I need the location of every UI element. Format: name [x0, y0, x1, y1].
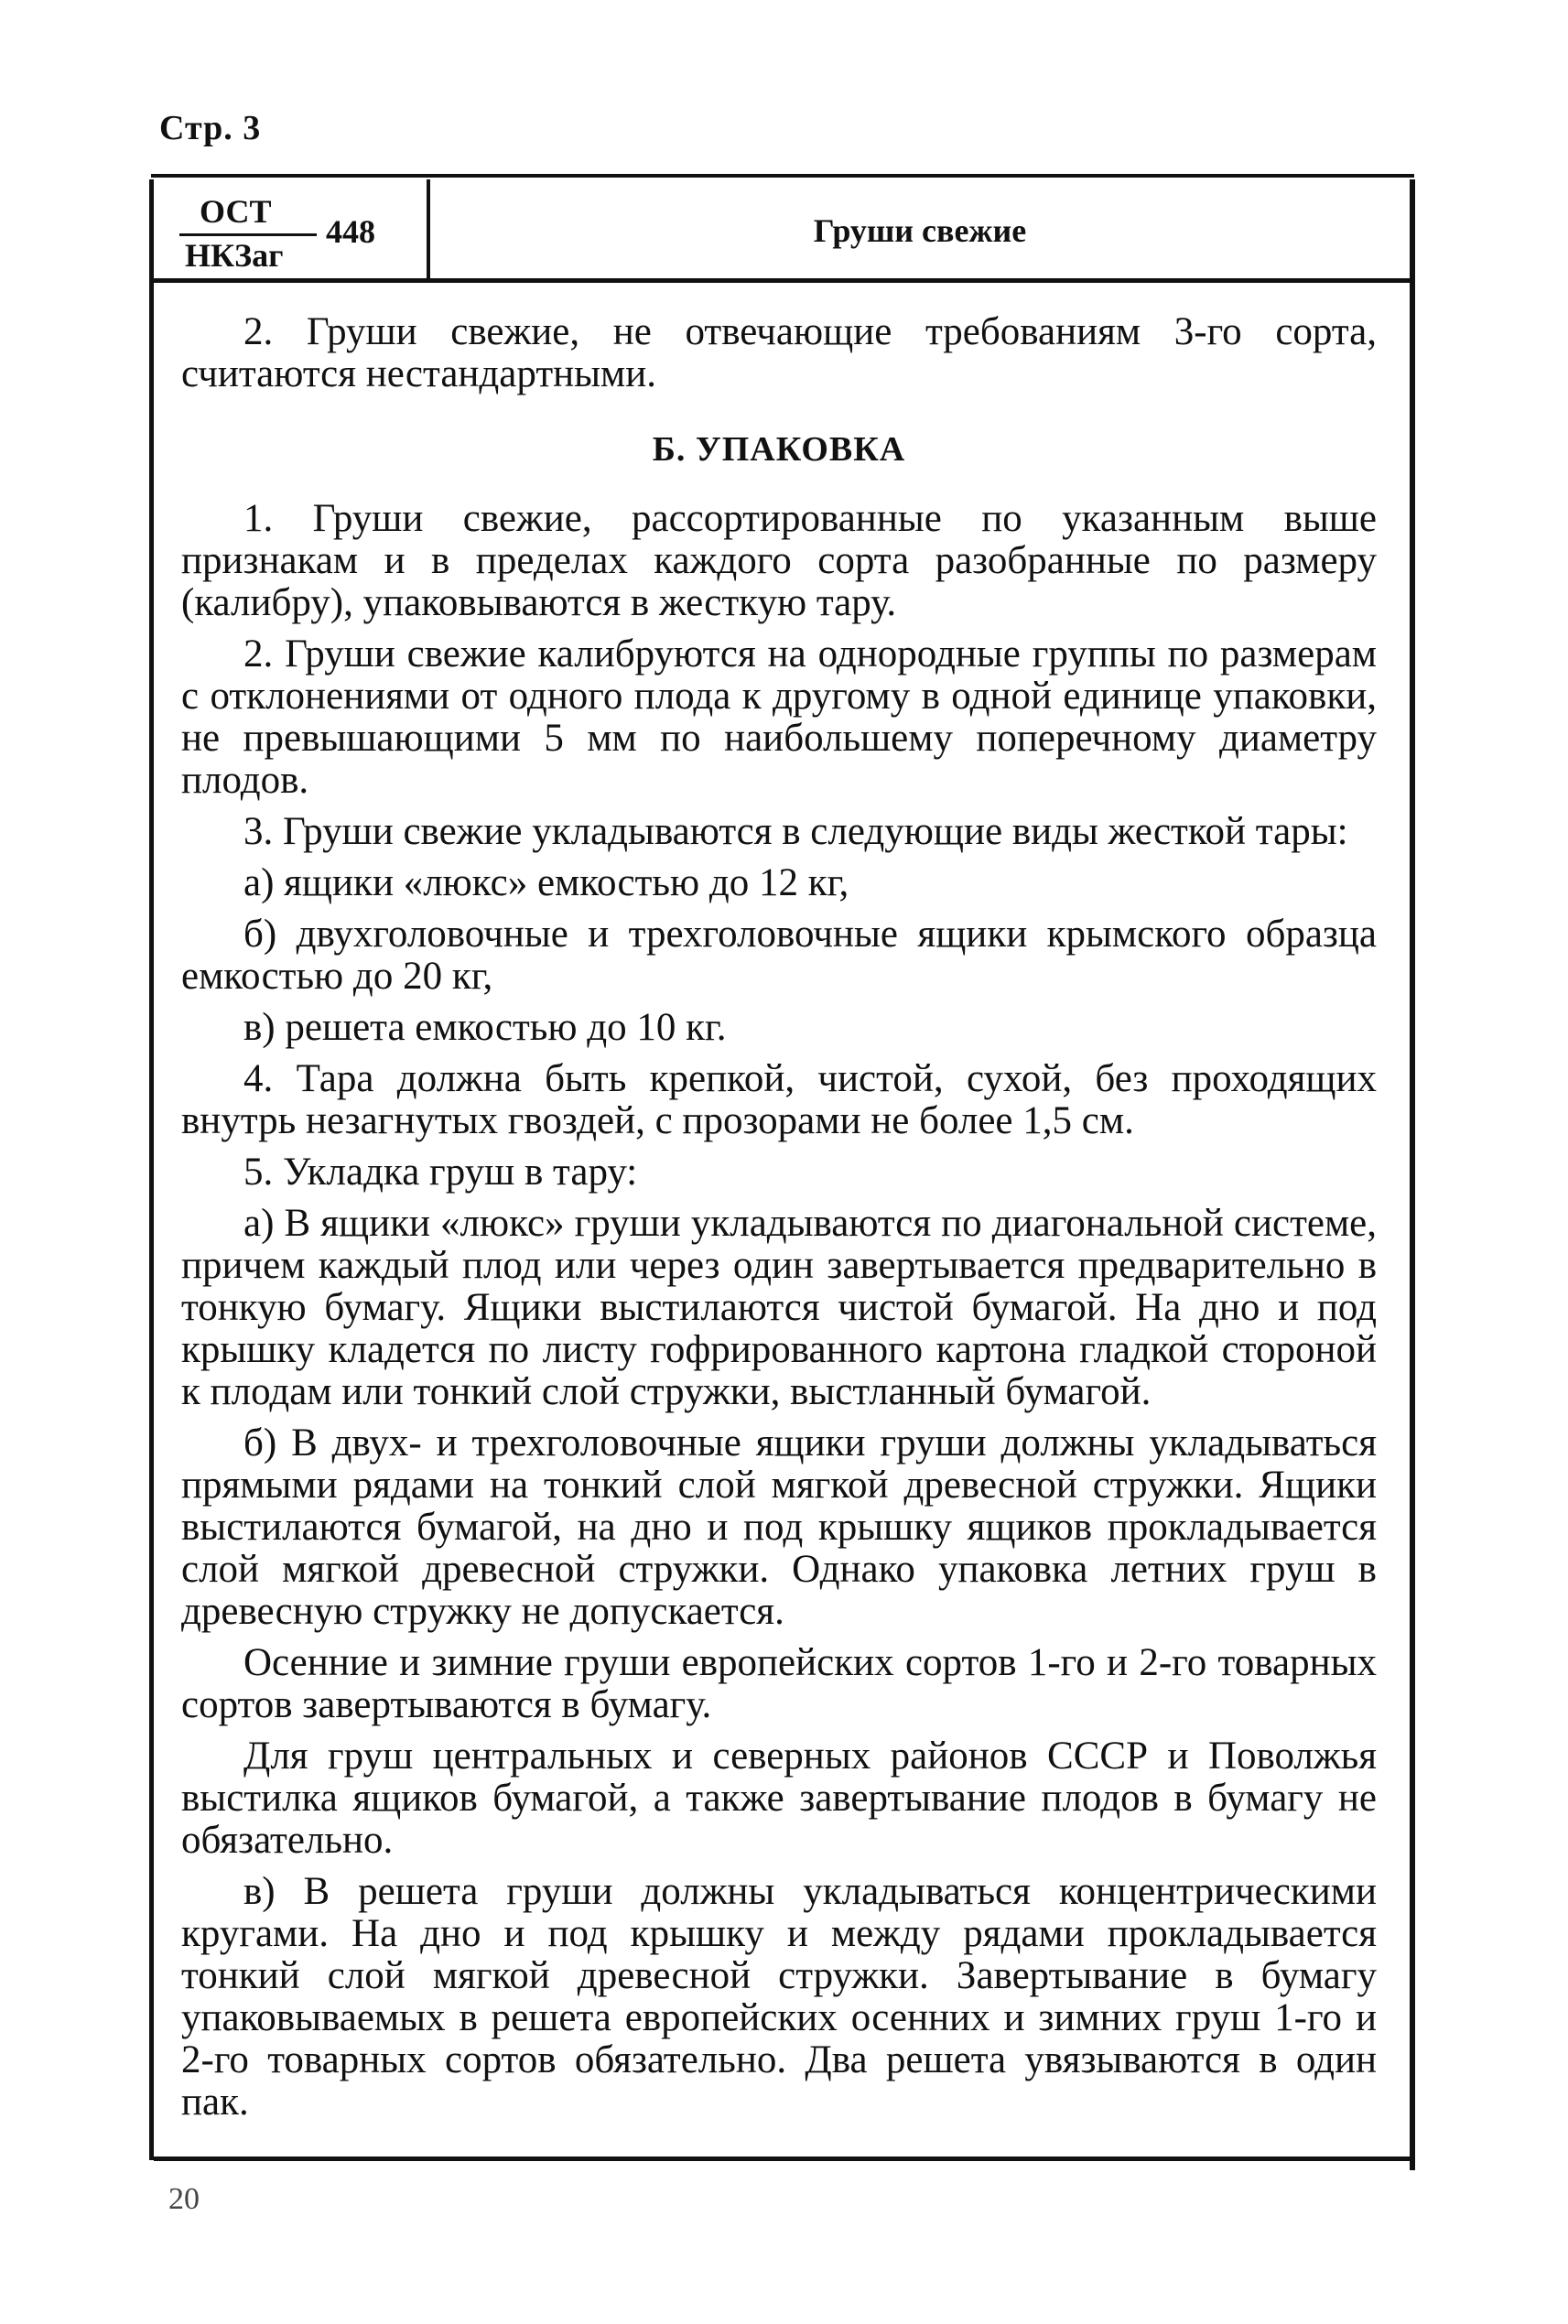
- page-label: Стр. 3: [159, 109, 262, 147]
- paragraph-5b: б) В двух- и трехголовочные ящики груши должны укладываться прямыми рядами на тонкий слой мягкой древесной стружки. Ящики выстилаются бумагой, на дно и под крышку ящиков прокладывается слой мягкой древесной стружки. Однако упаковка летних груш в древесную стружку не допускается.: [181, 1421, 1377, 1633]
- code-bottom: НКЗаг: [185, 237, 284, 274]
- left-frame-rule: [149, 179, 154, 2160]
- top-rule: [151, 174, 1414, 178]
- footer-page-number: 20: [168, 2182, 200, 2216]
- paragraph-3: 3. Груши свежие укладываются в следующие виды жесткой тары:: [243, 810, 1348, 853]
- paragraph-1: 1. Груши свежие, рассортированные по указанным выше признакам и в пределах каждого сорта разобранные по размеру (калибру), упаковываются в жесткую тару.: [181, 497, 1377, 624]
- standard-number: 448: [326, 213, 375, 250]
- paragraph-5b-regions: Для груш центральных и северных районов СССР и Поволжья выстилка ящиков бумагой, а также завертывание плодов в бумагу не обязательно.: [181, 1735, 1377, 1862]
- document-body: [181, 311, 1377, 2133]
- code-top: ОСТ: [200, 193, 272, 230]
- paragraph-5a: а) В ящики «люкс» груши укладываются по диагональной системе, причем каждый плод или через один завертывается предварительно в тонкую бумагу. Ящики выстилаются чистой бумагой. На дно и под крышку кладется по листу гофрированного картона гладкой стороной к плодам или тонкий слой стружки, выстланный бумагой.: [181, 1202, 1377, 1413]
- right-frame-rule: [1410, 179, 1415, 2170]
- paragraph-3a: а) ящики «люкс» емкостью до 12 кг,: [243, 861, 849, 904]
- paragraph-5c: в) В решета груши должны укладываться концентрическими кругами. На дно и под крышку и между рядами прокладывается тонкий слой мягкой древесной стружки. Завертывание в бумагу упаковываемых в решета европейских осенних и зимних груш 1-го и 2-го товарных сортов обязательно. Два решета увязываются в один пак.: [181, 1870, 1377, 2124]
- paragraph-5: 5. Укладка груш в тару:: [243, 1151, 638, 1194]
- paragraph-5b-autumn: Осенние и зимние груши европейских сортов 1-го и 2-го товарных сортов завертываются в бумагу.: [181, 1641, 1377, 1726]
- paragraph-3b: б) двухголовочные и трехголовочные ящики крымского образца емкостью до 20 кг,: [181, 913, 1377, 998]
- bottom-rule: [154, 2156, 1415, 2161]
- paragraph-4: 4. Тара должна быть крепкой, чистой, сухой, без проходящих внутрь незагнутых гвоздей, с прозорами не более 1,5 см.: [181, 1057, 1377, 1142]
- standard-code-block: [161, 185, 422, 276]
- paragraph-2: 2. Груши свежие калибруются на однородные группы по размерам с отклонениями от одного плода к другому в одной единице упаковки, не превышающими 5 мм по наибольшему поперечному диаметру плодов.: [181, 632, 1377, 802]
- document-title: Груши свежие: [813, 212, 1027, 249]
- header-bottom-rule: [149, 278, 1415, 283]
- paragraph-intro: 2. Груши свежие, не отвечающие требованиям 3-го сорта, считаются нестандартными.: [181, 310, 1377, 395]
- section-heading: Б. УПАКОВКА: [652, 430, 906, 469]
- paragraph-3c: в) решета емкостью до 10 кг.: [243, 1006, 727, 1049]
